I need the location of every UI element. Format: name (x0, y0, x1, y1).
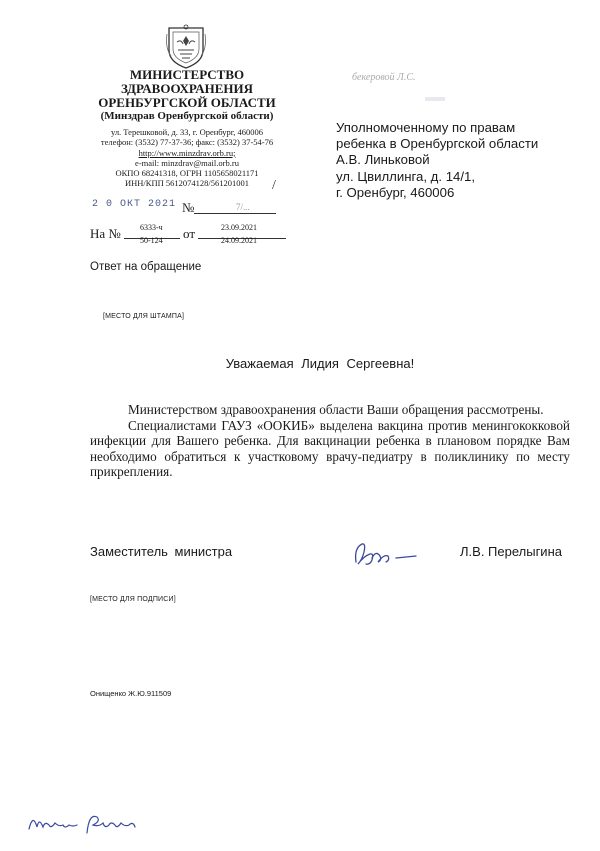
handwritten-note-icon (25, 807, 145, 839)
ministry-email: e-mail: minzdrav@mail.orb.ru (135, 157, 239, 168)
reference-number-1: 6333-ч (140, 223, 163, 232)
addressee-line2: ребенка в Оренбургской области (336, 136, 539, 152)
ministry-phone: телефон: (3532) 77-37-36; факс: (3532) 37-54-76 (100, 137, 274, 148)
reference-date-label: от (183, 226, 196, 241)
addressee-line3: А.В. Линьковой (336, 152, 430, 168)
body-paragraph-1: Министерством здравоохранения области Ваши обращения рассмотрены. (128, 402, 544, 417)
reference-date-2: 24.09.2021 (221, 236, 257, 245)
signer-position: Заместитель министра (90, 544, 233, 559)
ministry-okpo: ОКПО 68241318, ОГРН 1105658021171 (115, 168, 259, 179)
scan-artifact (425, 97, 445, 101)
outgoing-number-line (194, 213, 276, 214)
outgoing-number-value: 7/... (236, 202, 250, 212)
coat-of-arms-icon (163, 24, 209, 70)
addressee-block (336, 120, 576, 201)
registration-stamp-date: 2 0 ОКТ 2021 (92, 199, 177, 210)
addressee-line4: ул. Цвиллинга, д. 14/1, (336, 168, 476, 184)
reference-number-2: 50-124 (140, 236, 163, 245)
body-paragraph-2: Специалистами ГАУЗ «ООКИБ» выделена вакцина против менингококковой инфекции для Вашего ребенка. Для вакцинации ребенка в плановом порядке Вам необходимо обратиться к участковому врачу-педиатру в поликлинику по месту прикрепления. (90, 417, 570, 479)
ministry-short-name: (Минздрав Оренбургской области) (100, 110, 274, 122)
outgoing-number-label: № (182, 200, 195, 215)
signature-icon (350, 538, 420, 570)
ministry-website-link[interactable]: http://www.minzdrav.orb.ru; (138, 147, 236, 158)
signer-name: Л.В. Перелыгина (460, 544, 562, 559)
ministry-line2: ЗДРАВООХРАНЕНИЯ (120, 81, 253, 96)
addressee-line1: Уполномоченному по правам (336, 120, 516, 135)
ministry-line3: ОРЕНБУРГСКОЙ ОБЛАСТИ (98, 95, 276, 110)
slash-mark: / (272, 178, 276, 193)
executor-info: Онищенко Ж.Ю.911509 (90, 689, 172, 698)
signature-placeholder: [МЕСТО ДЛЯ ПОДПИСИ] (90, 596, 176, 603)
stamp-placeholder: [МЕСТО ДЛЯ ШТАМПА] (103, 313, 185, 320)
redacted-text: бекеровой Л.С. (352, 72, 416, 83)
ministry-inn: ИНН/КПП 5612074128/561201001 (125, 178, 249, 189)
reference-date-1: 23.09.2021 (221, 223, 257, 232)
letter-body (90, 402, 570, 480)
greeting: Уважаемая Лидия Сергеевна! (225, 356, 415, 371)
ministry-address: ул. Терешковой, д. 33, г. Оренбург, 460006 (110, 127, 264, 137)
reference-number-label: На № (90, 226, 121, 241)
addressee-line5: г. Оренбург, 460006 (336, 184, 455, 200)
ministry-name (60, 68, 314, 123)
ministry-line1: МИНИСТЕРСТВО (129, 67, 245, 82)
letter-subject: Ответ на обращение (90, 261, 202, 273)
